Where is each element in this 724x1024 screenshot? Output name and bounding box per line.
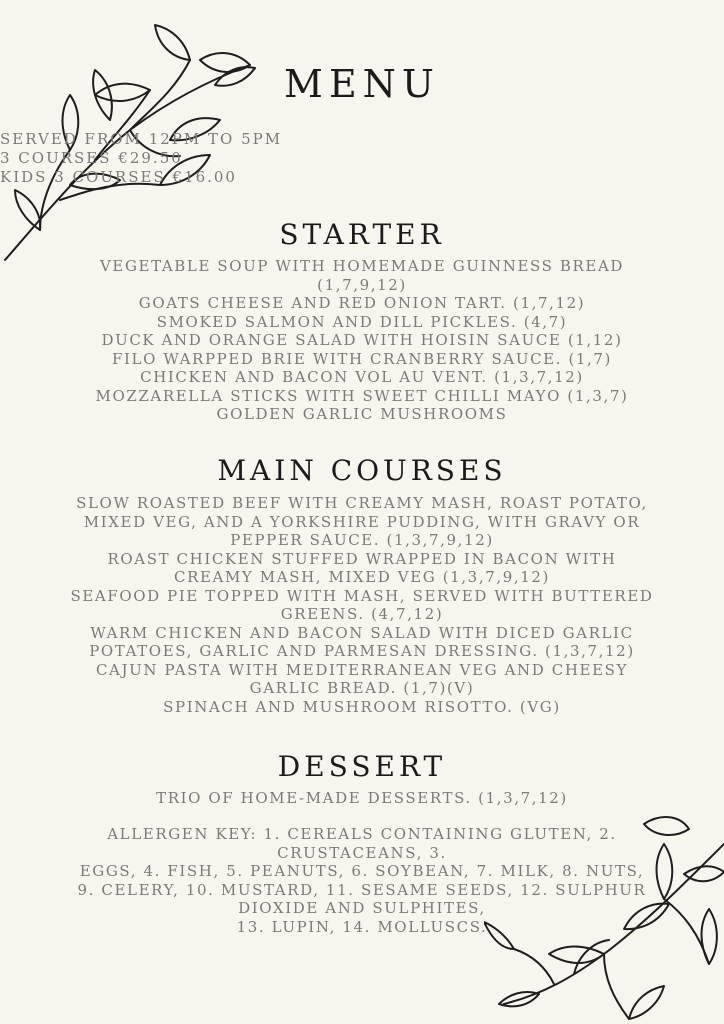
- kids-course-price: KIDS 3 COURSES €16.00: [0, 168, 237, 186]
- menu-item: FILO WARPPED BRIE WITH CRANBERRY SAUCE. (1,7): [111, 349, 612, 368]
- menu-item: GOLDEN GARLIC MUSHROOMS: [216, 405, 508, 423]
- menu-item: VEGETABLE SOUP WITH HOMEMADE GUINNESS BREAD (1,7,9,12): [99, 257, 625, 294]
- starter-heading: STARTER: [279, 218, 445, 251]
- allergen-key: [70, 825, 654, 936]
- menu-item: MOZZARELLA STICKS WITH SWEET CHILLI MAYO (1,3,7): [95, 386, 629, 405]
- dessert-list: [60, 789, 664, 808]
- menu-item: CAJUN PASTA WITH MEDITERRANEAN VEG AND CHEESY GARLIC BREAD. (1,7)(V): [95, 660, 629, 697]
- menu-item: CHICKEN AND BACON VOL AU VENT. (1,3,7,12): [140, 368, 584, 386]
- menu-item: DUCK AND ORANGE SALAD WITH HOISIN SAUCE (1,12): [101, 331, 623, 349]
- menu-item: SPINACH AND MUSHROOM RISOTTO. (VG): [163, 697, 561, 716]
- main-courses-list: [70, 494, 654, 716]
- menu-item: GOATS CHEESE AND RED ONION TART. (1,7,12): [138, 294, 586, 312]
- menu-item: WARM CHICKEN AND BACON SALAD WITH DICED GARLIC POTATOES, GARLIC AND PARMESAN DRESSING. (1,3,7,12): [89, 623, 635, 660]
- service-hours: SERVED FROM 12PM TO 5PM: [0, 130, 283, 148]
- page-title: MENU: [284, 62, 440, 106]
- menu-item: SEAFOOD PIE TOPPED WITH MASH, SERVED WITH BUTTERED GREENS. (4,7,12): [70, 586, 654, 623]
- allergen-line: ALLERGEN KEY: 1. CEREALS CONTAINING GLUTEN, 2. CRUSTACEANS, 3.: [107, 825, 617, 862]
- menu-item: TRIO OF HOME-MADE DESSERTS. (1,3,7,12): [156, 789, 568, 807]
- menu-item: SMOKED SALMON AND DILL PICKLES. (4,7): [156, 312, 568, 331]
- course-price: 3 COURSES €29.50: [0, 149, 183, 167]
- menu-item: SLOW ROASTED BEEF WITH CREAMY MASH, ROAST POTATO, MIXED VEG, AND A YORKSHIRE PUDDING, WITH GRAVY OR PEPPER SAUCE. (1,3,7,9,12): [76, 494, 648, 549]
- main-courses-heading: MAIN COURSES: [217, 454, 507, 487]
- allergen-line: 13. LUPIN, 14. MOLLUSCS.: [236, 917, 488, 936]
- service-info: [0, 130, 724, 187]
- menu-item: ROAST CHICKEN STUFFED WRAPPED IN BACON WITH CREAMY MASH, MIXED VEG (1,3,7,9,12): [107, 549, 617, 586]
- starter-list: [60, 257, 664, 424]
- dessert-heading: DESSERT: [277, 750, 447, 783]
- allergen-line: 9. CELERY, 10. MUSTARD, 11. SESAME SEEDS, 12. SULPHUR DIOXIDE AND SULPHITES,: [77, 880, 647, 917]
- allergen-line: EGGS, 4. FISH, 5. PEANUTS, 6. SOYBEAN, 7. MILK, 8. NUTS,: [79, 862, 645, 880]
